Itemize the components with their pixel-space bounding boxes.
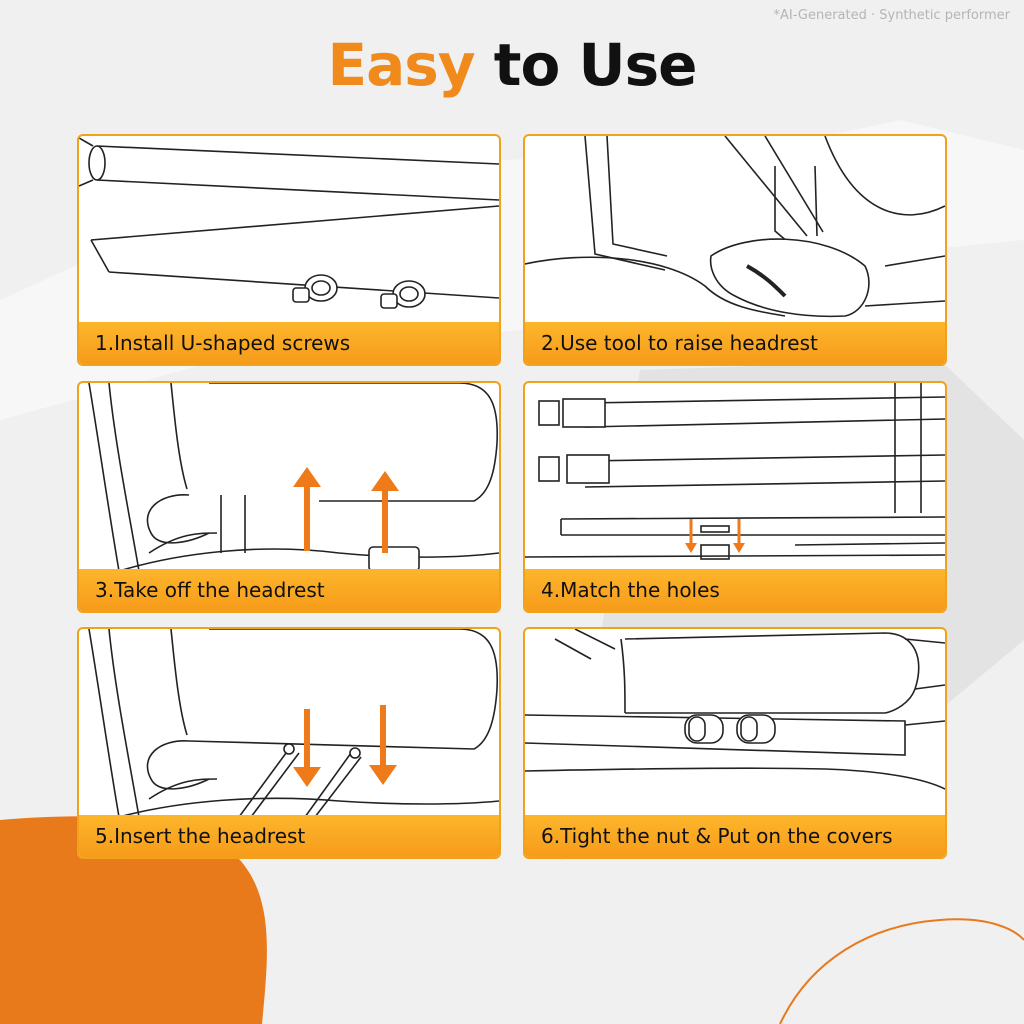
up-arrow-left bbox=[293, 467, 321, 551]
u-screw-nut-right bbox=[381, 281, 425, 308]
insert-headrest-illustration bbox=[79, 629, 499, 817]
step-caption-2: 2.Use tool to raise headrest bbox=[525, 322, 945, 364]
match-holes-illustration bbox=[525, 383, 945, 571]
title-accent: Easy bbox=[327, 31, 475, 99]
screw-rail-illustration bbox=[79, 136, 499, 324]
step-caption-5: 5.Insert the headrest bbox=[79, 815, 499, 857]
step-card-2 bbox=[523, 134, 947, 366]
step-card-3 bbox=[77, 381, 501, 613]
step-caption-6: 6.Tight the nut & Put on the covers bbox=[525, 815, 945, 857]
watermark: *AI-Generated · Synthetic performer bbox=[773, 8, 1010, 23]
up-arrow-right bbox=[371, 471, 399, 553]
u-screw-nut-left bbox=[293, 275, 337, 302]
remove-headrest-illustration bbox=[79, 383, 499, 571]
step-card-4 bbox=[523, 381, 947, 613]
tighten-nut-illustration bbox=[525, 629, 945, 817]
step-caption-4: 4.Match the holes bbox=[525, 569, 945, 611]
raise-headrest-illustration bbox=[525, 136, 945, 324]
page-title bbox=[0, 31, 1024, 99]
step-caption-3: 3.Take off the headrest bbox=[79, 569, 499, 611]
step-card-6 bbox=[523, 627, 947, 859]
down-arrow-left bbox=[293, 709, 321, 787]
down-arrow-left bbox=[685, 519, 697, 553]
orange-curve bbox=[780, 919, 1024, 1024]
down-arrow-right bbox=[733, 519, 745, 553]
step-card-1 bbox=[77, 134, 501, 366]
step-card-5 bbox=[77, 627, 501, 859]
down-arrow-right bbox=[369, 705, 397, 785]
step-caption-1: 1.Install U-shaped screws bbox=[79, 322, 499, 364]
title-rest: to Use bbox=[474, 31, 697, 99]
